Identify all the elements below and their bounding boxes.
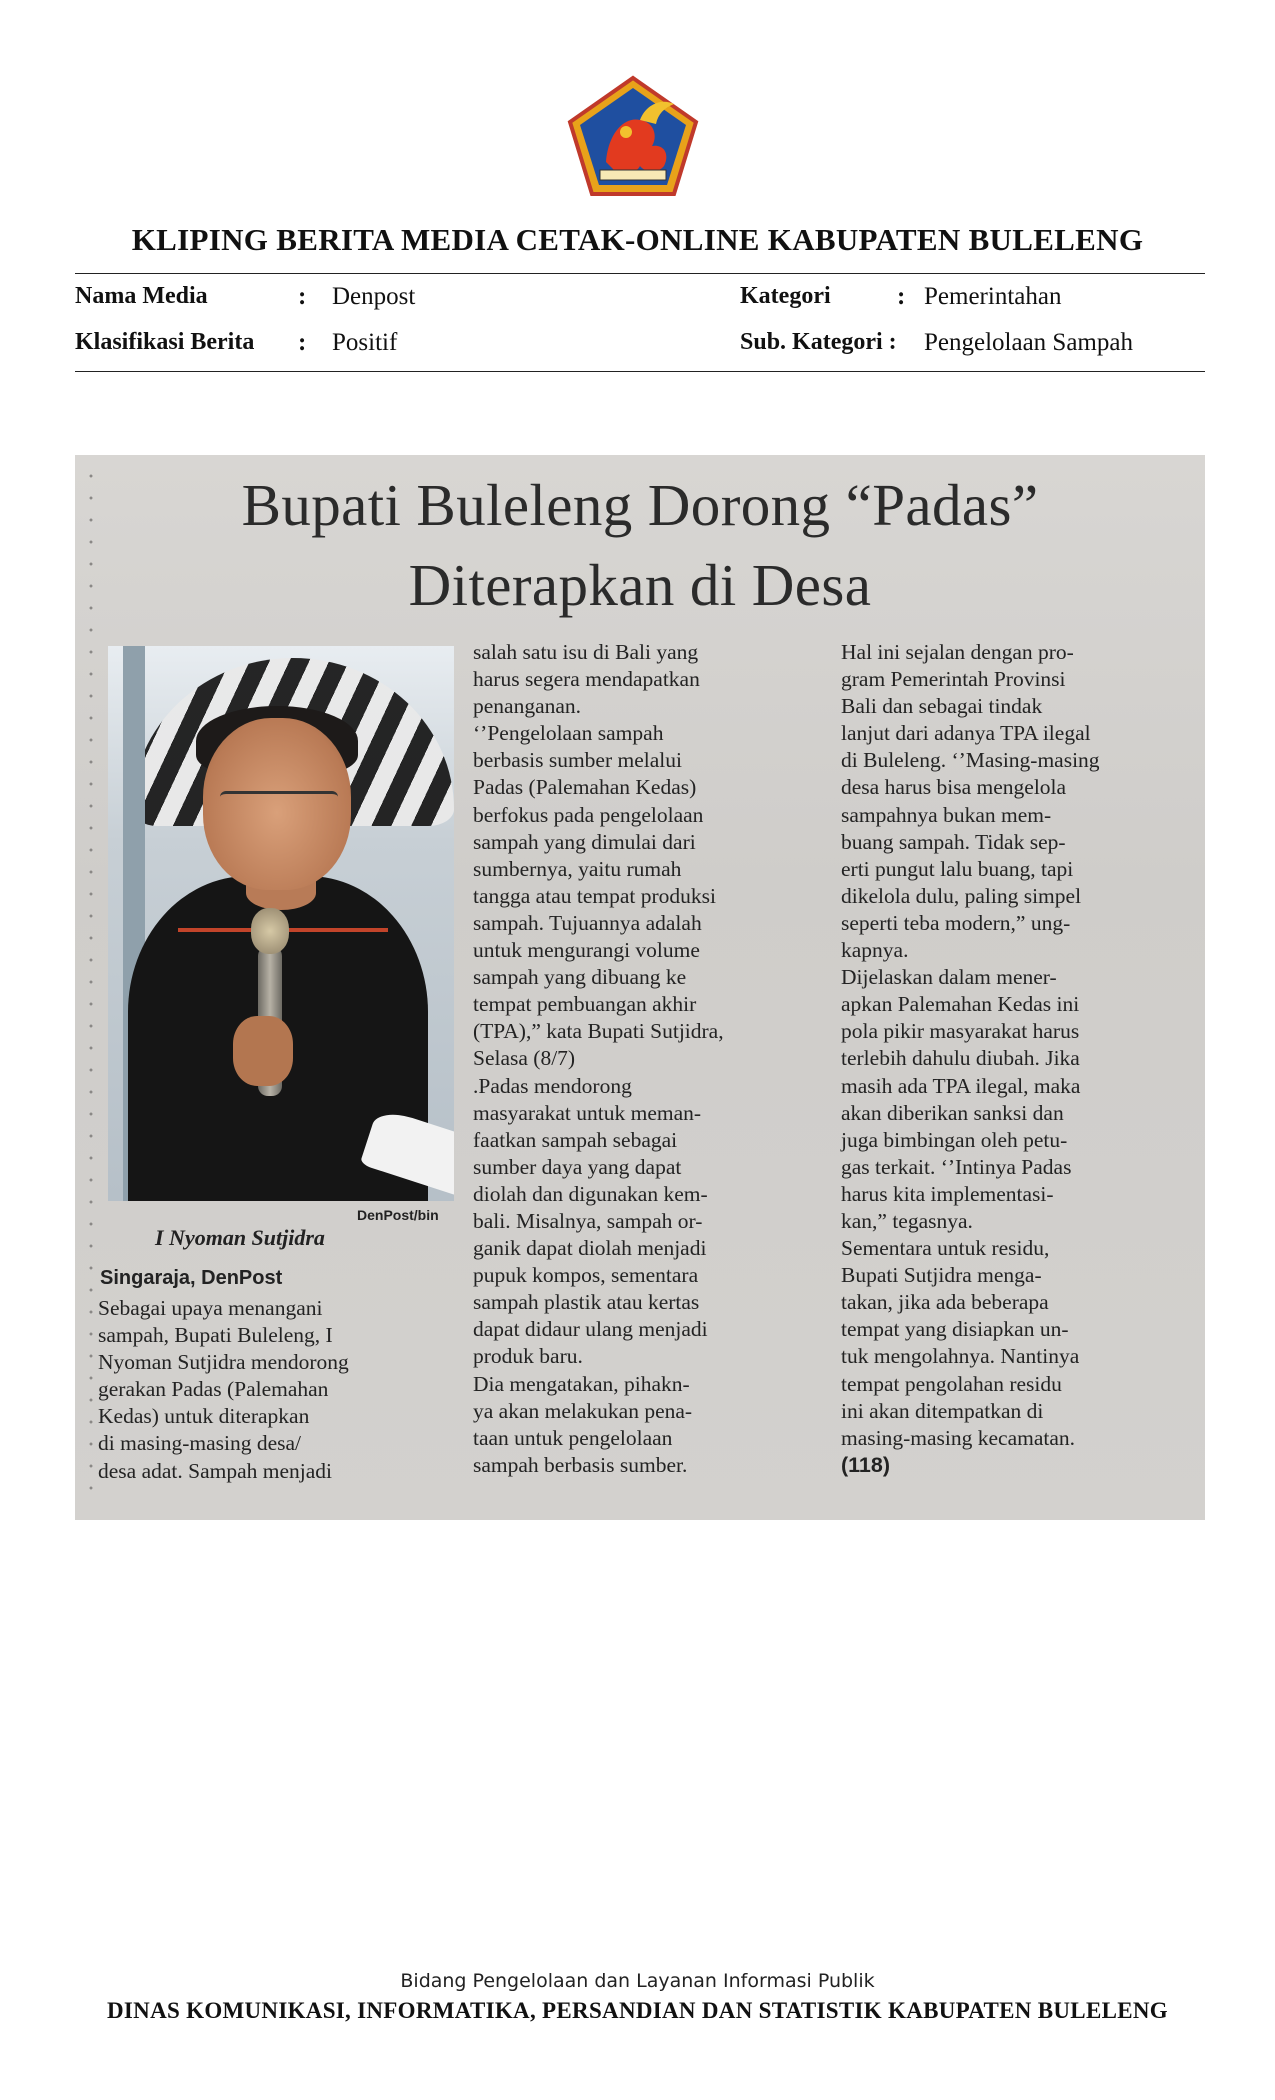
text-line: tangga atau tempat produksi	[473, 883, 716, 908]
text-line: penanganan.	[473, 694, 582, 719]
text-line: ya akan melakukan pena-	[473, 1398, 693, 1423]
text-line: Kedas) untuk diterapkan	[98, 1404, 310, 1429]
text-line: produk baru.	[473, 1344, 583, 1369]
text-line: berbasis sumber melalui	[473, 748, 682, 773]
text-line: desa adat. Sampah menjadi	[98, 1458, 333, 1483]
text-line: sumbernya, yaitu rumah	[473, 856, 682, 881]
colon: :	[298, 329, 307, 356]
text-line: Bupati Sutjidra menga-	[841, 1263, 1042, 1288]
text-line: faatkan sampah sebagai	[473, 1127, 678, 1152]
text-line: Padas (Palemahan Kedas)	[473, 775, 697, 800]
microphone-head-icon	[251, 908, 289, 954]
document-title: KLIPING BERITA MEDIA CETAK-ONLINE KABUPATEN BULELENG	[131, 222, 1144, 257]
sub-kategori-value: Pengelolaan Sampah	[924, 329, 1133, 356]
article-column-1	[98, 1295, 349, 1485]
text-line: desa harus bisa mengelola	[841, 775, 1067, 800]
text-line: Nyoman Sutjidra mendorong	[98, 1350, 349, 1375]
text-line: Sebagai upaya menangani	[98, 1296, 323, 1320]
text-line: akan diberikan sanksi dan	[841, 1100, 1064, 1125]
article-column-3	[841, 639, 1100, 1479]
divider-top	[75, 273, 1205, 274]
glasses-shape	[220, 791, 338, 810]
text-line: dikelola dulu, paling simpel	[841, 883, 1082, 908]
photo-credit: DenPost/bin	[357, 1207, 439, 1223]
klasifikasi-value: Positif	[332, 329, 398, 356]
text-line: (TPA),” kata Bupati Sutjidra,	[473, 1019, 724, 1044]
text-line: apkan Palemahan Kedas ini	[841, 992, 1080, 1017]
colon: :	[897, 283, 906, 310]
text-line: gram Pemerintah Provinsi	[841, 667, 1066, 692]
text-line: Selasa (8/7)	[473, 1046, 576, 1071]
text-line: tempat pembuangan akhir	[473, 992, 697, 1017]
text-line: bali. Misalnya, sampah or-	[473, 1208, 703, 1233]
text-line: kan,” tegasnya.	[841, 1208, 973, 1233]
text-line: masing-masing kecamatan.	[841, 1425, 1076, 1450]
text-line: erti pungut lalu buang, tapi	[841, 856, 1074, 881]
text-line: berfokus pada pengelolaan	[473, 802, 704, 827]
photo-caption: I Nyoman Sutjidra	[155, 1225, 325, 1250]
footer-division: Bidang Pengelolaan dan Layanan Informasi Publik	[400, 1970, 875, 1992]
text-line: untuk mengurangi volume	[473, 938, 700, 963]
nama-media-label: Nama Media	[75, 283, 208, 309]
text-line: tuk mengolahnya. Nantinya	[841, 1344, 1080, 1369]
colon: :	[298, 283, 307, 310]
klasifikasi-label: Klasifikasi Berita	[75, 329, 255, 355]
kategori-value: Pemerintahan	[924, 283, 1062, 310]
nama-media-value: Denpost	[332, 283, 416, 310]
hand-shape	[233, 1016, 293, 1086]
text-line: sampah, Bupati Buleleng, I	[98, 1323, 333, 1348]
text-line: tempat pengolahan residu	[841, 1371, 1062, 1396]
footer-agency: DINAS KOMUNIKASI, INFORMATIKA, PERSANDIAN DAN STATISTIK KABUPATEN BULELENG	[107, 1998, 1168, 2023]
text-line: Dijelaskan dalam mener-	[841, 965, 1057, 990]
text-line: .Padas mendorong	[473, 1073, 632, 1098]
text-line: gas terkait. ‘’Intinya Padas	[841, 1154, 1072, 1179]
text-line: harus kita implementasi-	[841, 1181, 1054, 1206]
text-line: dapat didaur ulang menjadi	[473, 1317, 708, 1342]
text-line: sumber daya yang dapat	[473, 1154, 682, 1179]
text-line: diolah dan digunakan kem-	[473, 1181, 708, 1206]
text-line: lanjut dari adanya TPA ilegal	[841, 721, 1091, 746]
text-line: harus segera mendapatkan	[473, 667, 700, 692]
text-line: takan, jika ada beberapa	[841, 1290, 1049, 1315]
text-line: ‘’Pengelolaan sampah	[473, 721, 664, 746]
sub-kategori-label: Sub. Kategori :	[740, 329, 897, 355]
text-line: taan untuk pengelolaan	[473, 1425, 673, 1450]
text-line: sampah yang dibuang ke	[473, 965, 687, 990]
article-photo	[108, 646, 454, 1201]
text-line: Sementara untuk residu,	[841, 1236, 1050, 1261]
text-line: masyarakat untuk meman-	[473, 1100, 702, 1125]
text-line: Bali dan sebagai tindak	[841, 694, 1043, 719]
text-line: sampah yang dimulai dari	[473, 829, 696, 854]
text-line: masih ada TPA ilegal, maka	[841, 1073, 1081, 1098]
text-line: juga bimbingan oleh petu-	[841, 1127, 1068, 1152]
text-line: terlebih dahulu diubah. Jika	[841, 1046, 1080, 1071]
text-line: di Buleleng. ‘’Masing-masing	[841, 748, 1100, 773]
text-line: Dia mengatakan, pihakn-	[473, 1371, 690, 1396]
text-line: sampah berbasis sumber.	[473, 1452, 688, 1477]
newspaper-clipping	[75, 455, 1205, 1520]
divider-bottom	[75, 371, 1205, 372]
text-line: Hal ini sejalan dengan pro-	[841, 640, 1074, 664]
text-line: pupuk kompos, sementara	[473, 1263, 699, 1288]
perforated-edge	[85, 465, 97, 1505]
text-line: kapnya.	[841, 938, 909, 963]
text-line: seperti teba modern,” ung-	[841, 910, 1071, 935]
text-line: ganik dapat diolah menjadi	[473, 1236, 707, 1261]
article-column-2	[473, 639, 724, 1479]
kategori-label: Kategori	[740, 283, 831, 309]
headline-line-1: Bupati Buleleng Dorong “Padas”	[241, 472, 1039, 538]
text-line: ini akan ditempatkan di	[841, 1398, 1044, 1423]
singa-ambara-raja-emblem-icon	[566, 74, 700, 198]
text-line: di masing-masing desa/	[98, 1431, 302, 1456]
text-line: tempat yang disiapkan un-	[841, 1317, 1069, 1342]
text-line: sampahnya bukan mem-	[841, 802, 1052, 827]
text-line: sampah plastik atau kertas	[473, 1290, 700, 1315]
text-line: gerakan Padas (Palemahan	[98, 1377, 329, 1402]
dateline: Singaraja, DenPost	[100, 1267, 283, 1289]
text-line: (118)	[841, 1452, 891, 1477]
text-line: buang sampah. Tidak sep-	[841, 829, 1066, 854]
headline-line-2: Diterapkan di Desa	[408, 552, 872, 618]
text-line: pola pikir masyarakat harus	[841, 1019, 1080, 1044]
text-line: sampah. Tujuannya adalah	[473, 910, 702, 935]
text-line: salah satu isu di Bali yang	[473, 640, 699, 664]
